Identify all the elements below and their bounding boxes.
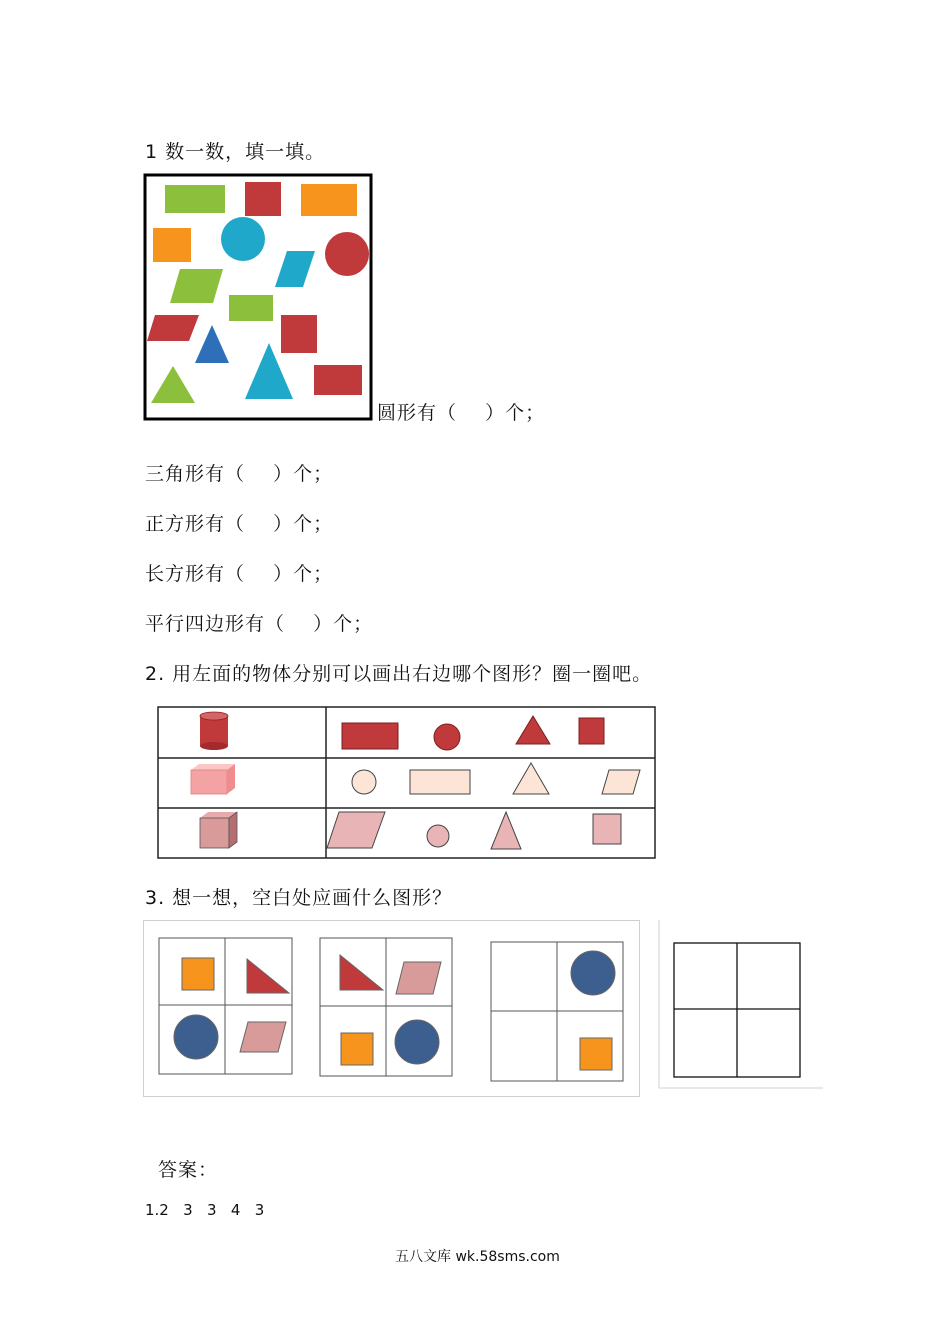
cuboid-object [191, 764, 235, 794]
navy-circle [395, 1020, 439, 1064]
green-rectangle [165, 185, 225, 213]
pink-square-option [593, 814, 621, 844]
peach-parallelogram-option [602, 770, 640, 794]
cube-object [200, 812, 237, 848]
q1-line-triangle: 三角形有（ ）个； [145, 463, 334, 485]
answers-line-1: 1.2 3 3 4 3 [145, 1201, 265, 1219]
orange-square [182, 958, 214, 990]
q3-pattern-panel [143, 920, 827, 1100]
red-rectangle-option [342, 723, 398, 749]
q1-title: 1 数一数，填一填。 [145, 141, 326, 163]
q2-title: 2. 用左面的物体分别可以画出右边哪个图形？圈一圈吧。 [145, 663, 653, 685]
orange-square [341, 1033, 373, 1065]
orange-square [153, 228, 191, 262]
q1-line-rectangle: 长方形有（ ）个； [145, 563, 334, 585]
red-circle [325, 232, 369, 276]
red-square [281, 315, 317, 353]
red-square-option [579, 718, 604, 744]
peach-rectangle-option [410, 770, 470, 794]
q1-shapes-picture [143, 173, 375, 423]
pattern-grid-3 [491, 942, 623, 1081]
q3-title: 3. 想一想，空白处应画什么图形？ [145, 887, 453, 909]
q1-line-circle: 圆形有（ ）个； [377, 402, 546, 424]
q1-line-parallelogram: 平行四边形有（ ）个； [145, 613, 374, 635]
q1-line-square: 正方形有（ ）个； [145, 513, 334, 535]
cylinder-object [200, 712, 228, 750]
green-rectangle [229, 295, 273, 321]
answers-label: 答案： [158, 1159, 219, 1181]
pink-circle-option [427, 825, 449, 847]
navy-circle [174, 1015, 218, 1059]
orange-rectangle [301, 184, 357, 216]
pattern-grid-answer-blank [674, 943, 800, 1077]
red-rectangle [314, 365, 362, 395]
pattern-grid-1 [159, 938, 292, 1074]
pattern-grid-2 [320, 938, 452, 1076]
footer-watermark-text: 五八文库 wk.58sms.com [395, 1249, 560, 1265]
navy-circle [571, 951, 615, 995]
pink-parallelogram [396, 962, 441, 994]
peach-circle-option [352, 770, 376, 794]
q2-table [157, 706, 657, 861]
cyan-circle [221, 217, 265, 261]
pink-parallelogram [240, 1022, 286, 1052]
red-circle-option [434, 724, 460, 750]
orange-square [580, 1038, 612, 1070]
red-square [245, 182, 281, 216]
